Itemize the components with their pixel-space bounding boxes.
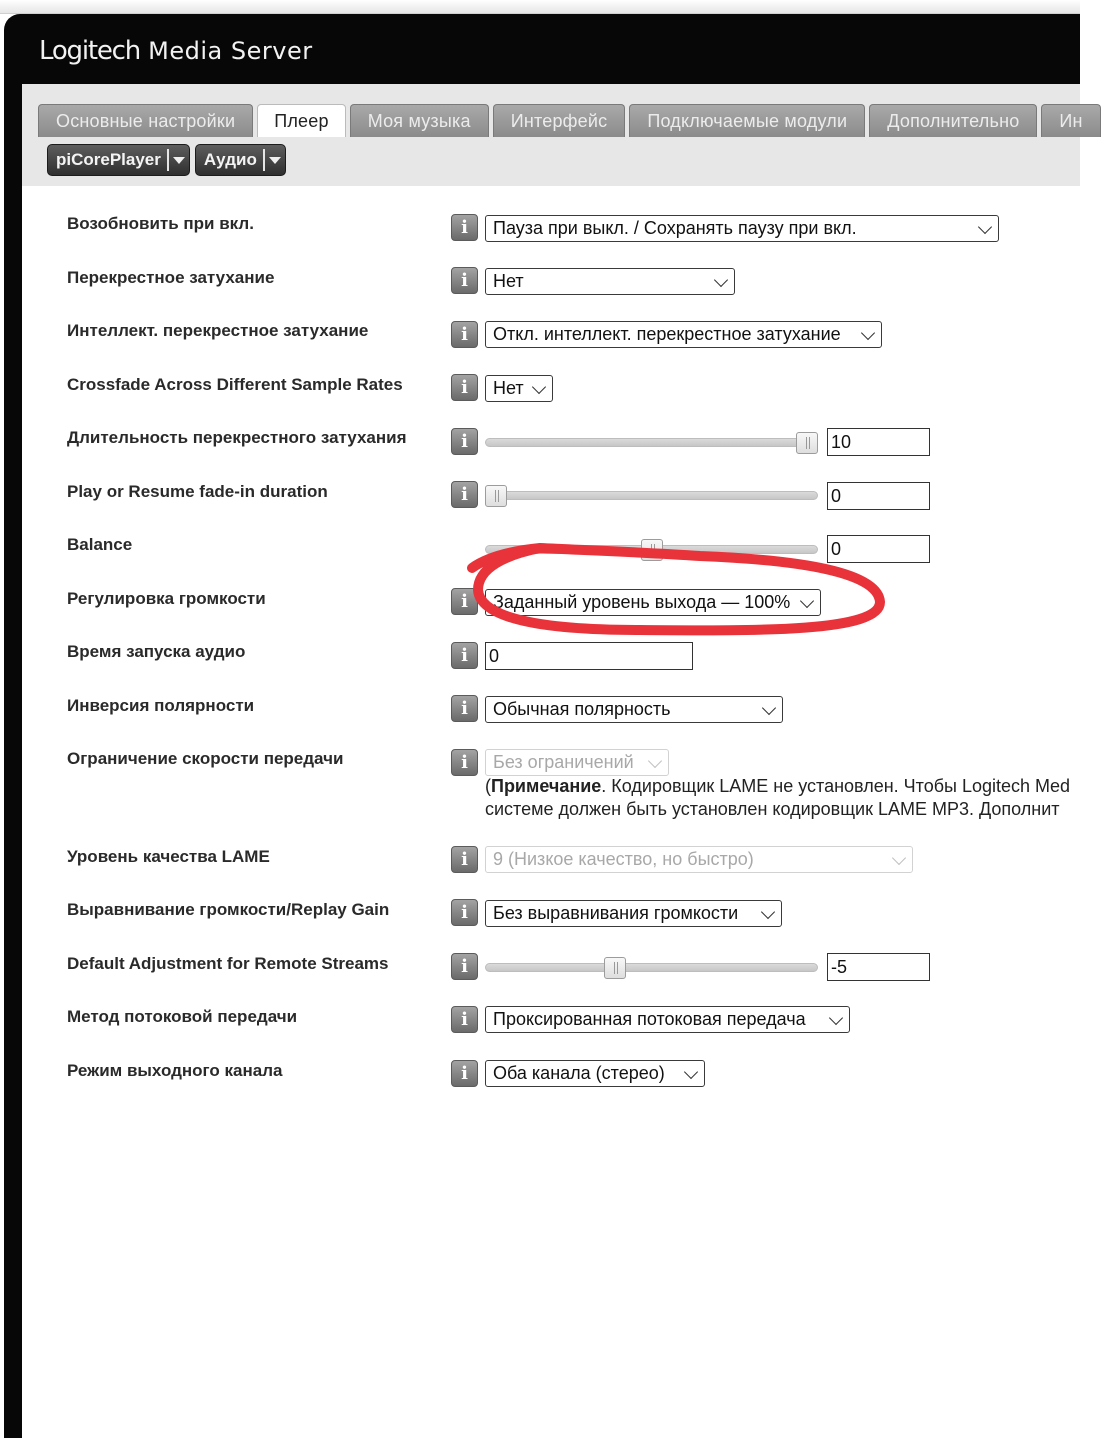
info-icon[interactable]: i [451,481,478,508]
polarity-select[interactable]: Обычная полярность [485,696,783,723]
label-lame-quality: Уровень качества LAME [67,847,270,866]
chevron-down-icon [762,701,776,715]
balance-input[interactable]: 0 [827,535,930,563]
balance-slider[interactable] [485,545,818,554]
tab-info[interactable]: Ин [1041,104,1100,137]
section-select-button[interactable] [195,144,286,176]
chevron-down-icon [978,220,992,234]
browser-top-strip [0,0,1080,14]
label-replay-gain: Выравнивание громкости/Replay Gain [67,900,390,919]
label-polarity: Инверсия полярности [67,696,255,715]
remote-adjust-input[interactable]: -5 [827,953,930,981]
label-crossfade: Перекрестное затухание [67,268,275,287]
tab-my-music[interactable]: Моя музыка [350,104,489,137]
lame-note: (Примечание. Кодировщик LAME не установлен. Чтобы Logitech Med системе должен быть установлен кодировщик LAME MP3. Дополнит [485,776,1071,819]
resume-select[interactable]: Пауза при выкл. / Сохранять паузу при вкл. [485,215,999,242]
section-name: Аудио [203,150,257,169]
info-icon[interactable]: i [451,749,478,776]
label-fadein-duration: Play or Resume fade-in duration [67,482,328,501]
label-balance: Balance [67,535,133,554]
tab-basic-settings[interactable]: Основные настройки [38,104,253,137]
info-icon[interactable]: i [451,267,478,294]
chevron-down-icon [263,149,281,171]
info-icon[interactable]: i [451,214,478,241]
info-icon[interactable]: i [451,953,478,980]
fadein-duration-input[interactable]: 0 [827,482,930,510]
crossfade-select[interactable]: Нет [485,268,735,295]
player-select-button[interactable] [47,144,190,176]
stream-method-select[interactable]: Проксированная потоковая передача [485,1006,850,1033]
chevron-down-icon [167,149,185,171]
label-resume: Возобновить при вкл. [67,214,254,233]
player-name: piCorePlayer [56,150,161,169]
tab-player[interactable]: Плеер [257,104,345,137]
label-crossfade-duration: Длительность перекрестного затухания [67,428,407,447]
label-audio-startup: Время запуска аудио [67,642,246,661]
info-icon[interactable]: i [451,1006,478,1033]
slider-handle[interactable] [796,432,818,454]
chevron-down-icon [861,326,875,340]
crossfade-rates-select[interactable]: Нет [485,375,553,402]
bitrate-limit-select[interactable]: Без ограничений [485,749,669,776]
remote-adjust-slider[interactable] [485,963,818,972]
label-output-channels: Режим выходного канала [67,1061,283,1080]
chevron-down-icon [532,380,546,394]
audio-startup-input[interactable]: 0 [485,642,693,670]
slider-handle[interactable] [485,485,507,507]
info-icon[interactable]: i [451,374,478,401]
tab-bar [22,84,1083,186]
info-icon[interactable]: i [451,588,478,615]
crossfade-duration-input[interactable]: 10 [827,428,930,456]
tab-plugins[interactable]: Подключаемые модули [629,104,865,137]
info-icon[interactable]: i [451,1060,478,1087]
slider-handle[interactable] [604,957,626,979]
lame-quality-select[interactable]: 9 (Низкое качество, но быстро) [485,846,913,873]
chevron-down-icon [829,1011,843,1025]
settings-panel [22,84,1083,1438]
label-remote-adjust: Default Adjustment for Remote Streams [67,954,389,973]
chevron-down-icon [714,273,728,287]
output-channels-select[interactable]: Оба канала (стерео) [485,1060,705,1087]
label-bitrate-limit: Ограничение скорости передачи [67,749,344,768]
fadein-duration-slider[interactable] [485,491,818,500]
info-icon[interactable]: i [451,695,478,722]
info-icon[interactable]: i [451,642,478,669]
chevron-down-icon [800,594,814,608]
volume-control-select[interactable]: Заданный уровень выхода — 100% [485,589,821,616]
chevron-down-icon [761,905,775,919]
info-icon[interactable]: i [451,321,478,348]
info-icon[interactable]: i [451,846,478,873]
slider-handle[interactable] [641,539,663,561]
tab-interface[interactable]: Интерфейс [493,104,626,137]
chevron-down-icon [892,851,906,865]
chevron-down-icon [648,754,662,768]
tab-advanced[interactable]: Дополнительно [869,104,1037,137]
info-icon[interactable]: i [451,899,478,926]
label-crossfade-rates: Crossfade Across Different Sample Rates [67,375,403,394]
label-stream-method: Метод потоковой передачи [67,1007,298,1026]
label-smart-crossfade: Интеллект. перекрестное затухание [67,321,369,340]
replay-gain-select[interactable]: Без выравнивания громкости [485,900,782,927]
label-volume-control: Регулировка громкости [67,589,266,608]
chevron-down-icon [684,1065,698,1079]
smart-crossfade-select[interactable]: Откл. интеллект. перекрестное затухание [485,321,882,348]
app-logo: Logitech Media Server [39,36,313,66]
crossfade-duration-slider[interactable] [485,438,818,447]
info-icon[interactable]: i [451,428,478,455]
